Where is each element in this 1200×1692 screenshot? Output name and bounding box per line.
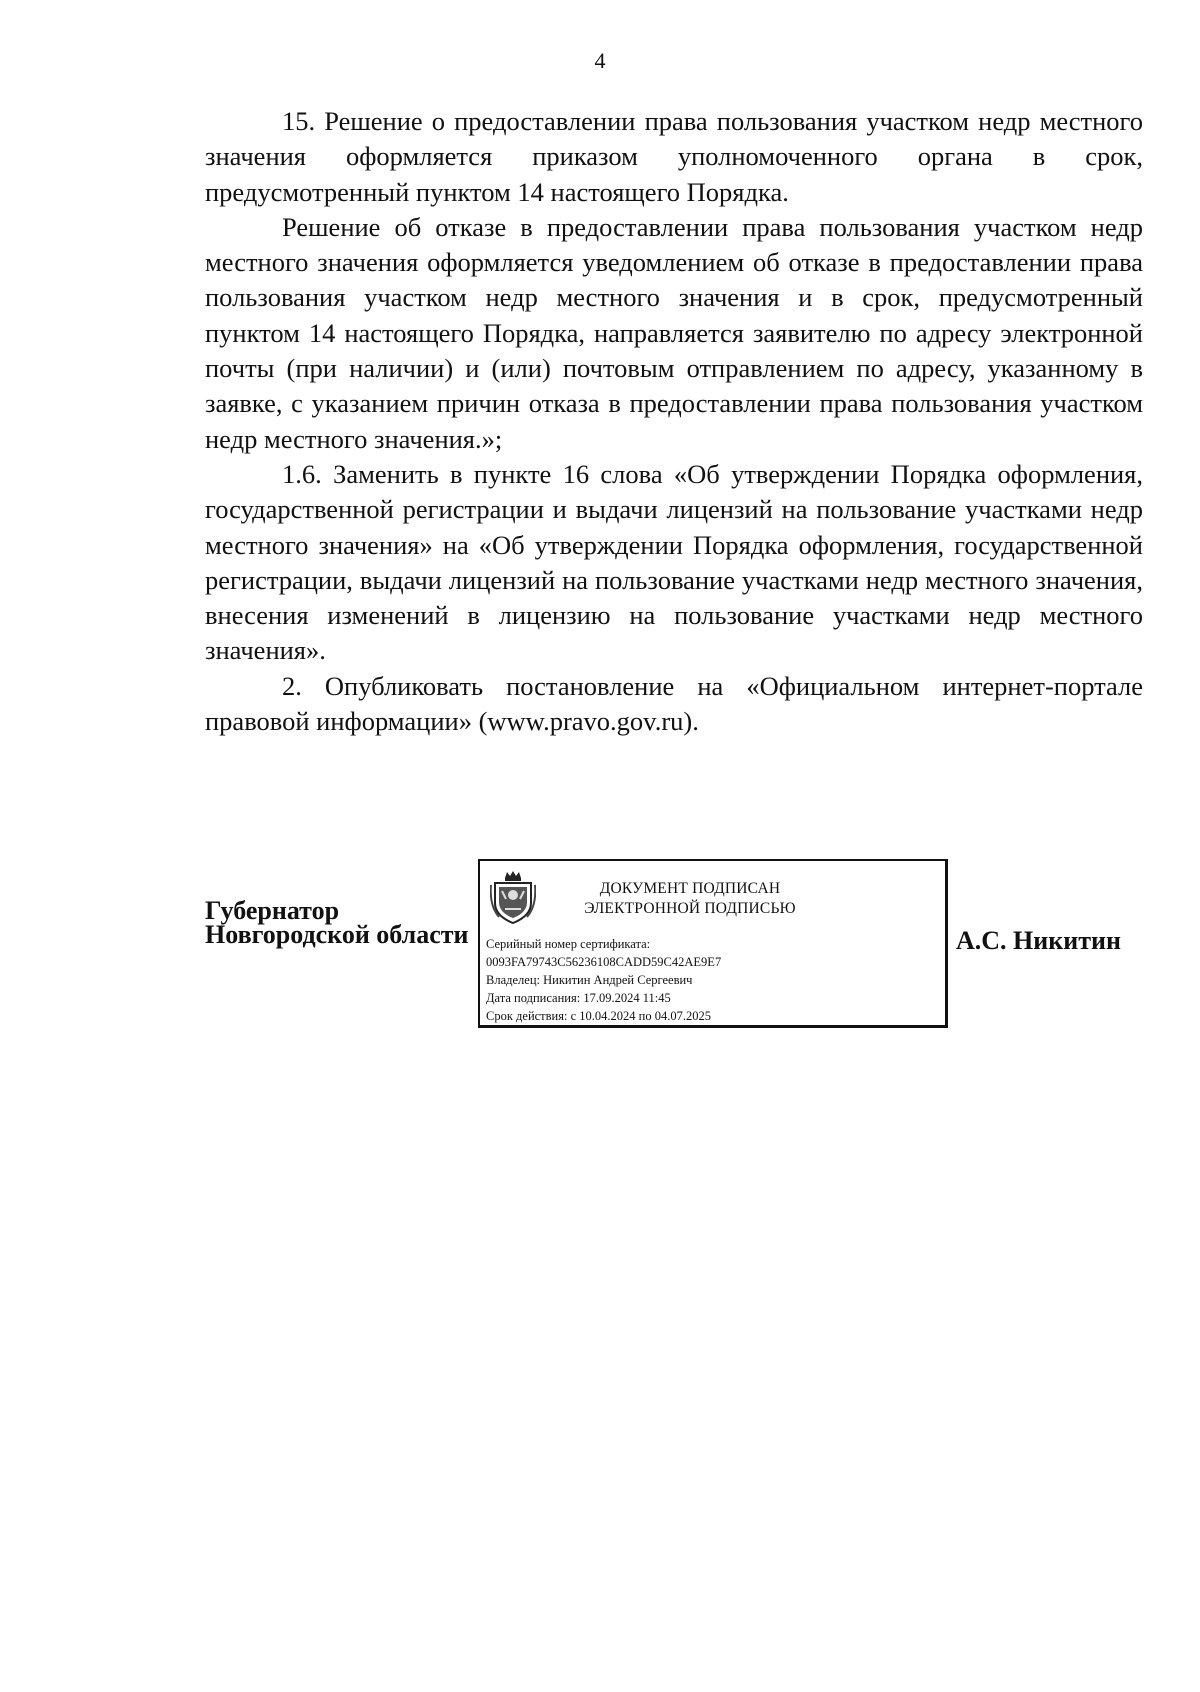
coat-of-arms-icon	[490, 869, 536, 925]
paragraph-1-6: 1.6. Заменить в пункте 16 слова «Об утверждении Порядка оформления, государственной регистрации и выдачи лицензий на пользование участками недр местного значения» на «Об утверждении Порядка оформления, государственной регистрации, выдачи лицензий на пользование участками недр местного значения, внесения изменений в лицензию на пользование участками недр местного значения».	[205, 458, 1143, 666]
certificate-label: Серийный номер сертификата:	[486, 937, 651, 951]
signer-position-line2: Новгородской области	[205, 920, 469, 949]
certificate-validity: Срок действия: с 10.04.2024 по 04.07.2025	[486, 1009, 711, 1023]
stamp-title-line2: ЭЛЕКТРОННОЙ ПОДПИСЬЮ	[584, 900, 796, 917]
document-body	[205, 104, 1143, 739]
paragraph-refusal: Решение об отказе в предоставлении права пользования участком недр местного значения оформляется уведомлением об отказе в предоставлении права пользования участком недр местного значения и в срок, предусмотренный пунктом 14 настоящего Порядка, направляется заявителю по адресу электронной почты (при наличии) и (или) почтовым отправлением по адресу, указанному в заявке, с указанием причин отказа в предоставлении права пользования участком недр местного значения.»;	[205, 211, 1143, 454]
certificate-number: 0093FA79743C56236108CADD59C42AE9E7	[486, 955, 722, 969]
signing-date: Дата подписания: 17.09.2024 11:45	[486, 991, 671, 1005]
signer-position-line1: Губернатор	[205, 896, 340, 925]
paragraph-2: 2. Опубликовать постановление на «Официальном интернет-портале правовой информации» (www.pravo.gov.ru).	[205, 670, 1143, 737]
paragraph-15: 15. Решение о предоставлении права пользования участком недр местного значения оформляется приказом уполномоченного органа в срок, предусмотренный пунктом 14 настоящего Порядка.	[205, 106, 1143, 207]
signer-name: А.С. Никитин	[956, 926, 1121, 955]
stamp-details	[486, 935, 721, 1025]
page-number: 4	[594, 48, 606, 73]
electronic-signature-stamp	[478, 859, 948, 1028]
stamp-title	[540, 879, 840, 919]
certificate-owner: Владелец: Никитин Андрей Сергеевич	[486, 973, 693, 987]
stamp-title-line1: ДОКУМЕНТ ПОДПИСАН	[599, 880, 781, 897]
